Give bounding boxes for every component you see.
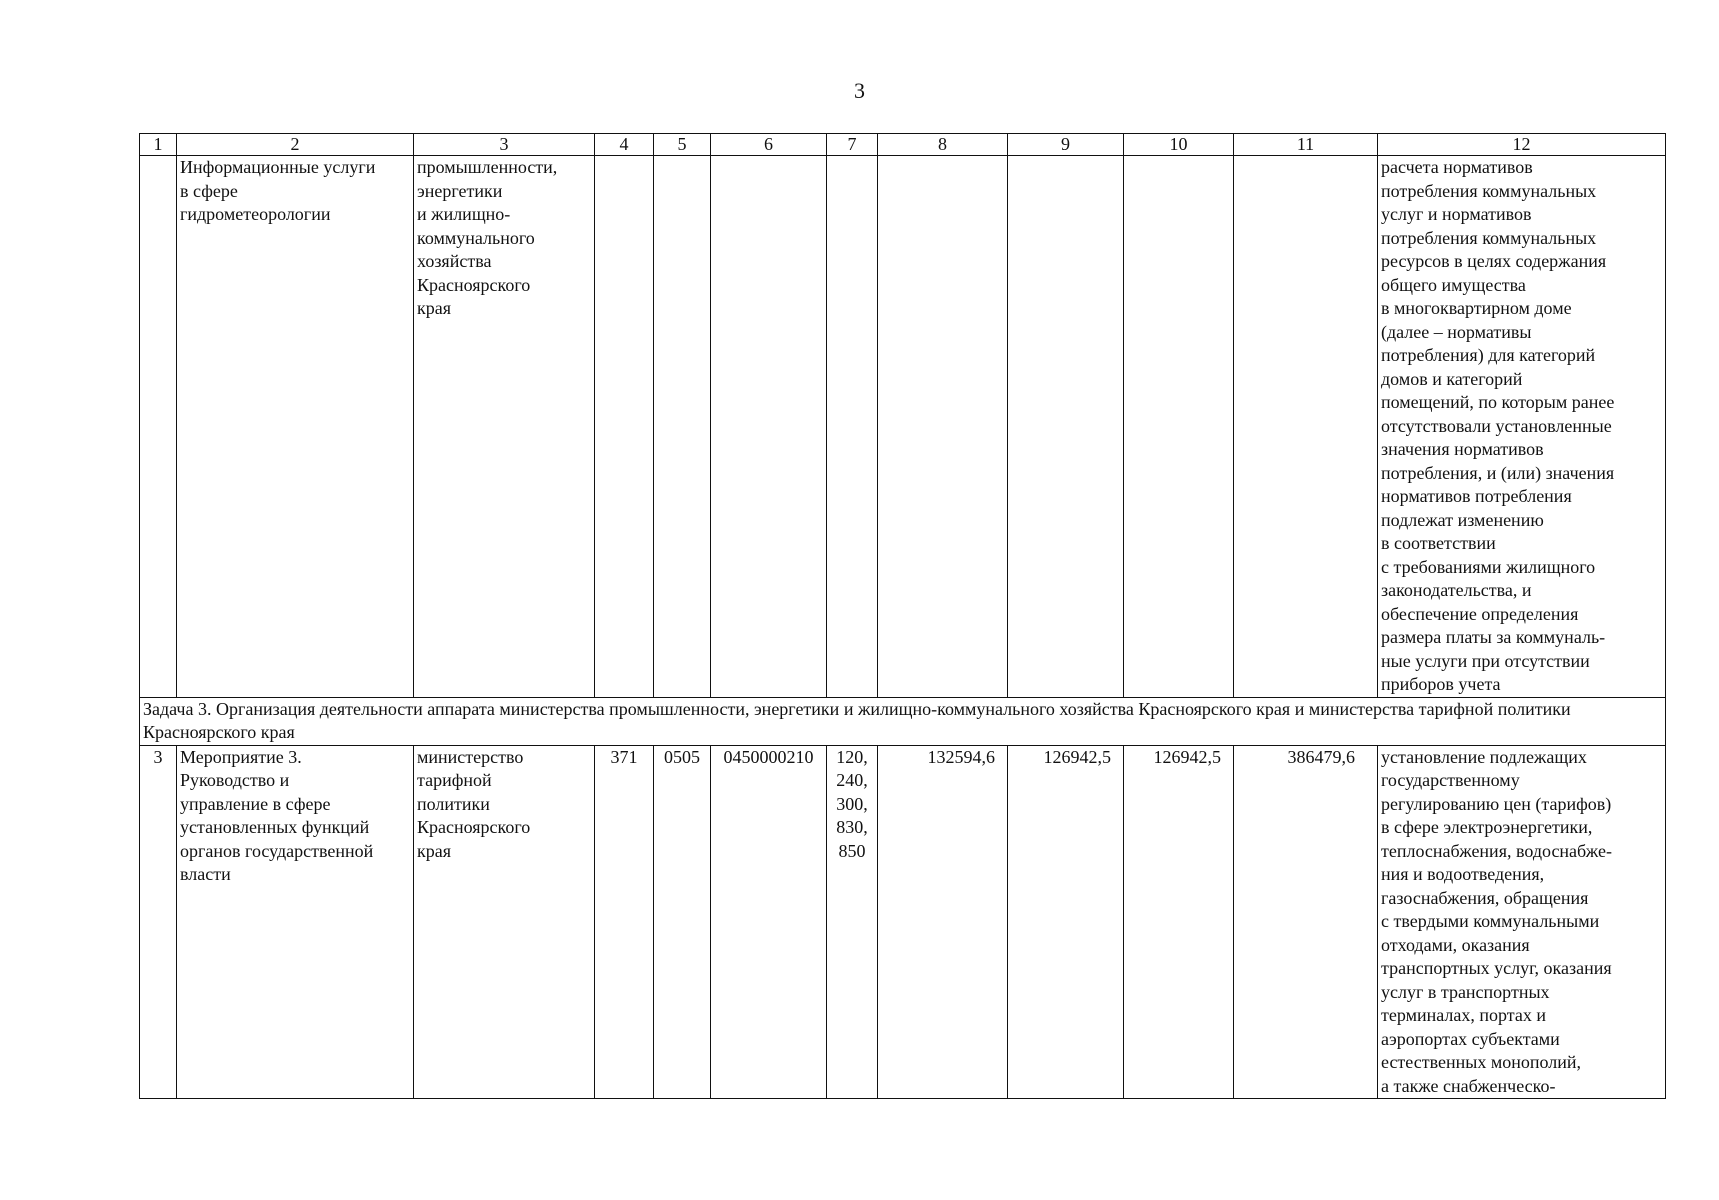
col-number-3: 3 <box>414 134 595 156</box>
cell-csr-code: 0450000210 <box>711 745 827 1099</box>
cell-expected-result: установление подлежащих государственному регулированию цен (тарифов) в сфере электроэнергетики, теплоснабжения, водоснабже- ния и водоотведения, газоснабжения, обращения с твердыми коммунальными отходами, оказания транспортных услуг, оказания услуг в транспортных терминалах, портах и аэропортах субъектами естественных монополий, а также снабженческо- <box>1378 745 1666 1099</box>
col-number-2: 2 <box>177 134 414 156</box>
cell-executor: министерство тарифной политики Красноярского края <box>414 745 595 1099</box>
cell-year-3-amount: 126942,5 <box>1124 745 1234 1099</box>
cell-activity-name: Мероприятие 3. Руководство и управление в сфере установленных функций органов государственной власти <box>177 745 414 1099</box>
cell-empty <box>1234 156 1378 698</box>
budget-table <box>139 133 1666 1099</box>
cell-activity-name: Информационные услуги в сфере гидрометеорологии <box>177 156 414 698</box>
cell-empty <box>140 156 177 698</box>
col-number-7: 7 <box>827 134 878 156</box>
cell-empty <box>711 156 827 698</box>
page-number: 3 <box>854 78 865 103</box>
col-number-11: 11 <box>1234 134 1378 156</box>
cell-rzpr-code: 0505 <box>654 745 711 1099</box>
cell-year-2-amount: 126942,5 <box>1008 745 1124 1099</box>
col-number-12: 12 <box>1378 134 1666 156</box>
col-number-1: 1 <box>140 134 177 156</box>
cell-empty <box>878 156 1008 698</box>
cell-year-1-amount: 132594,6 <box>878 745 1008 1099</box>
col-number-10: 10 <box>1124 134 1234 156</box>
cell-empty <box>1124 156 1234 698</box>
col-number-6: 6 <box>711 134 827 156</box>
col-number-4: 4 <box>595 134 654 156</box>
cell-empty <box>654 156 711 698</box>
cell-executor: промышленности, энергетики и жилищно- коммунального хозяйства Красноярского края <box>414 156 595 698</box>
column-number-row <box>140 134 1666 156</box>
cell-row-number: 3 <box>140 745 177 1099</box>
col-number-9: 9 <box>1008 134 1124 156</box>
cell-total-amount: 386479,6 <box>1234 745 1378 1099</box>
cell-empty <box>1008 156 1124 698</box>
task-heading: Задача 3. Организация деятельности аппарата министерства промышленности, энергетики и жилищно-коммунального хозяйства Красноярского края и министерства тарифной политики Красноярского края <box>140 697 1666 745</box>
cell-grbs-code: 371 <box>595 745 654 1099</box>
table-row-measure-3 <box>140 745 1666 1099</box>
cell-vr-codes: 120, 240, 300, 830, 850 <box>827 745 878 1099</box>
col-number-5: 5 <box>654 134 711 156</box>
cell-empty <box>827 156 878 698</box>
table-row-continuation <box>140 156 1666 698</box>
cell-empty <box>595 156 654 698</box>
task-row <box>140 697 1666 745</box>
cell-expected-result: расчета нормативов потребления коммунальных услуг и нормативов потребления коммунальных ресурсов в целях содержания общего имущества в многоквартирном доме (далее – нормативы потребления) для категорий домов и категорий помещений, по которым ранее отсутствовали установленные значения нормативов потребления, и (или) значения нормативов потребления подлежат изменению в соответствии с требованиями жилищного законодательства, и обеспечение определения размера платы за коммуналь- ные услуги при отсутствии приборов учета <box>1378 156 1666 698</box>
col-number-8: 8 <box>878 134 1008 156</box>
